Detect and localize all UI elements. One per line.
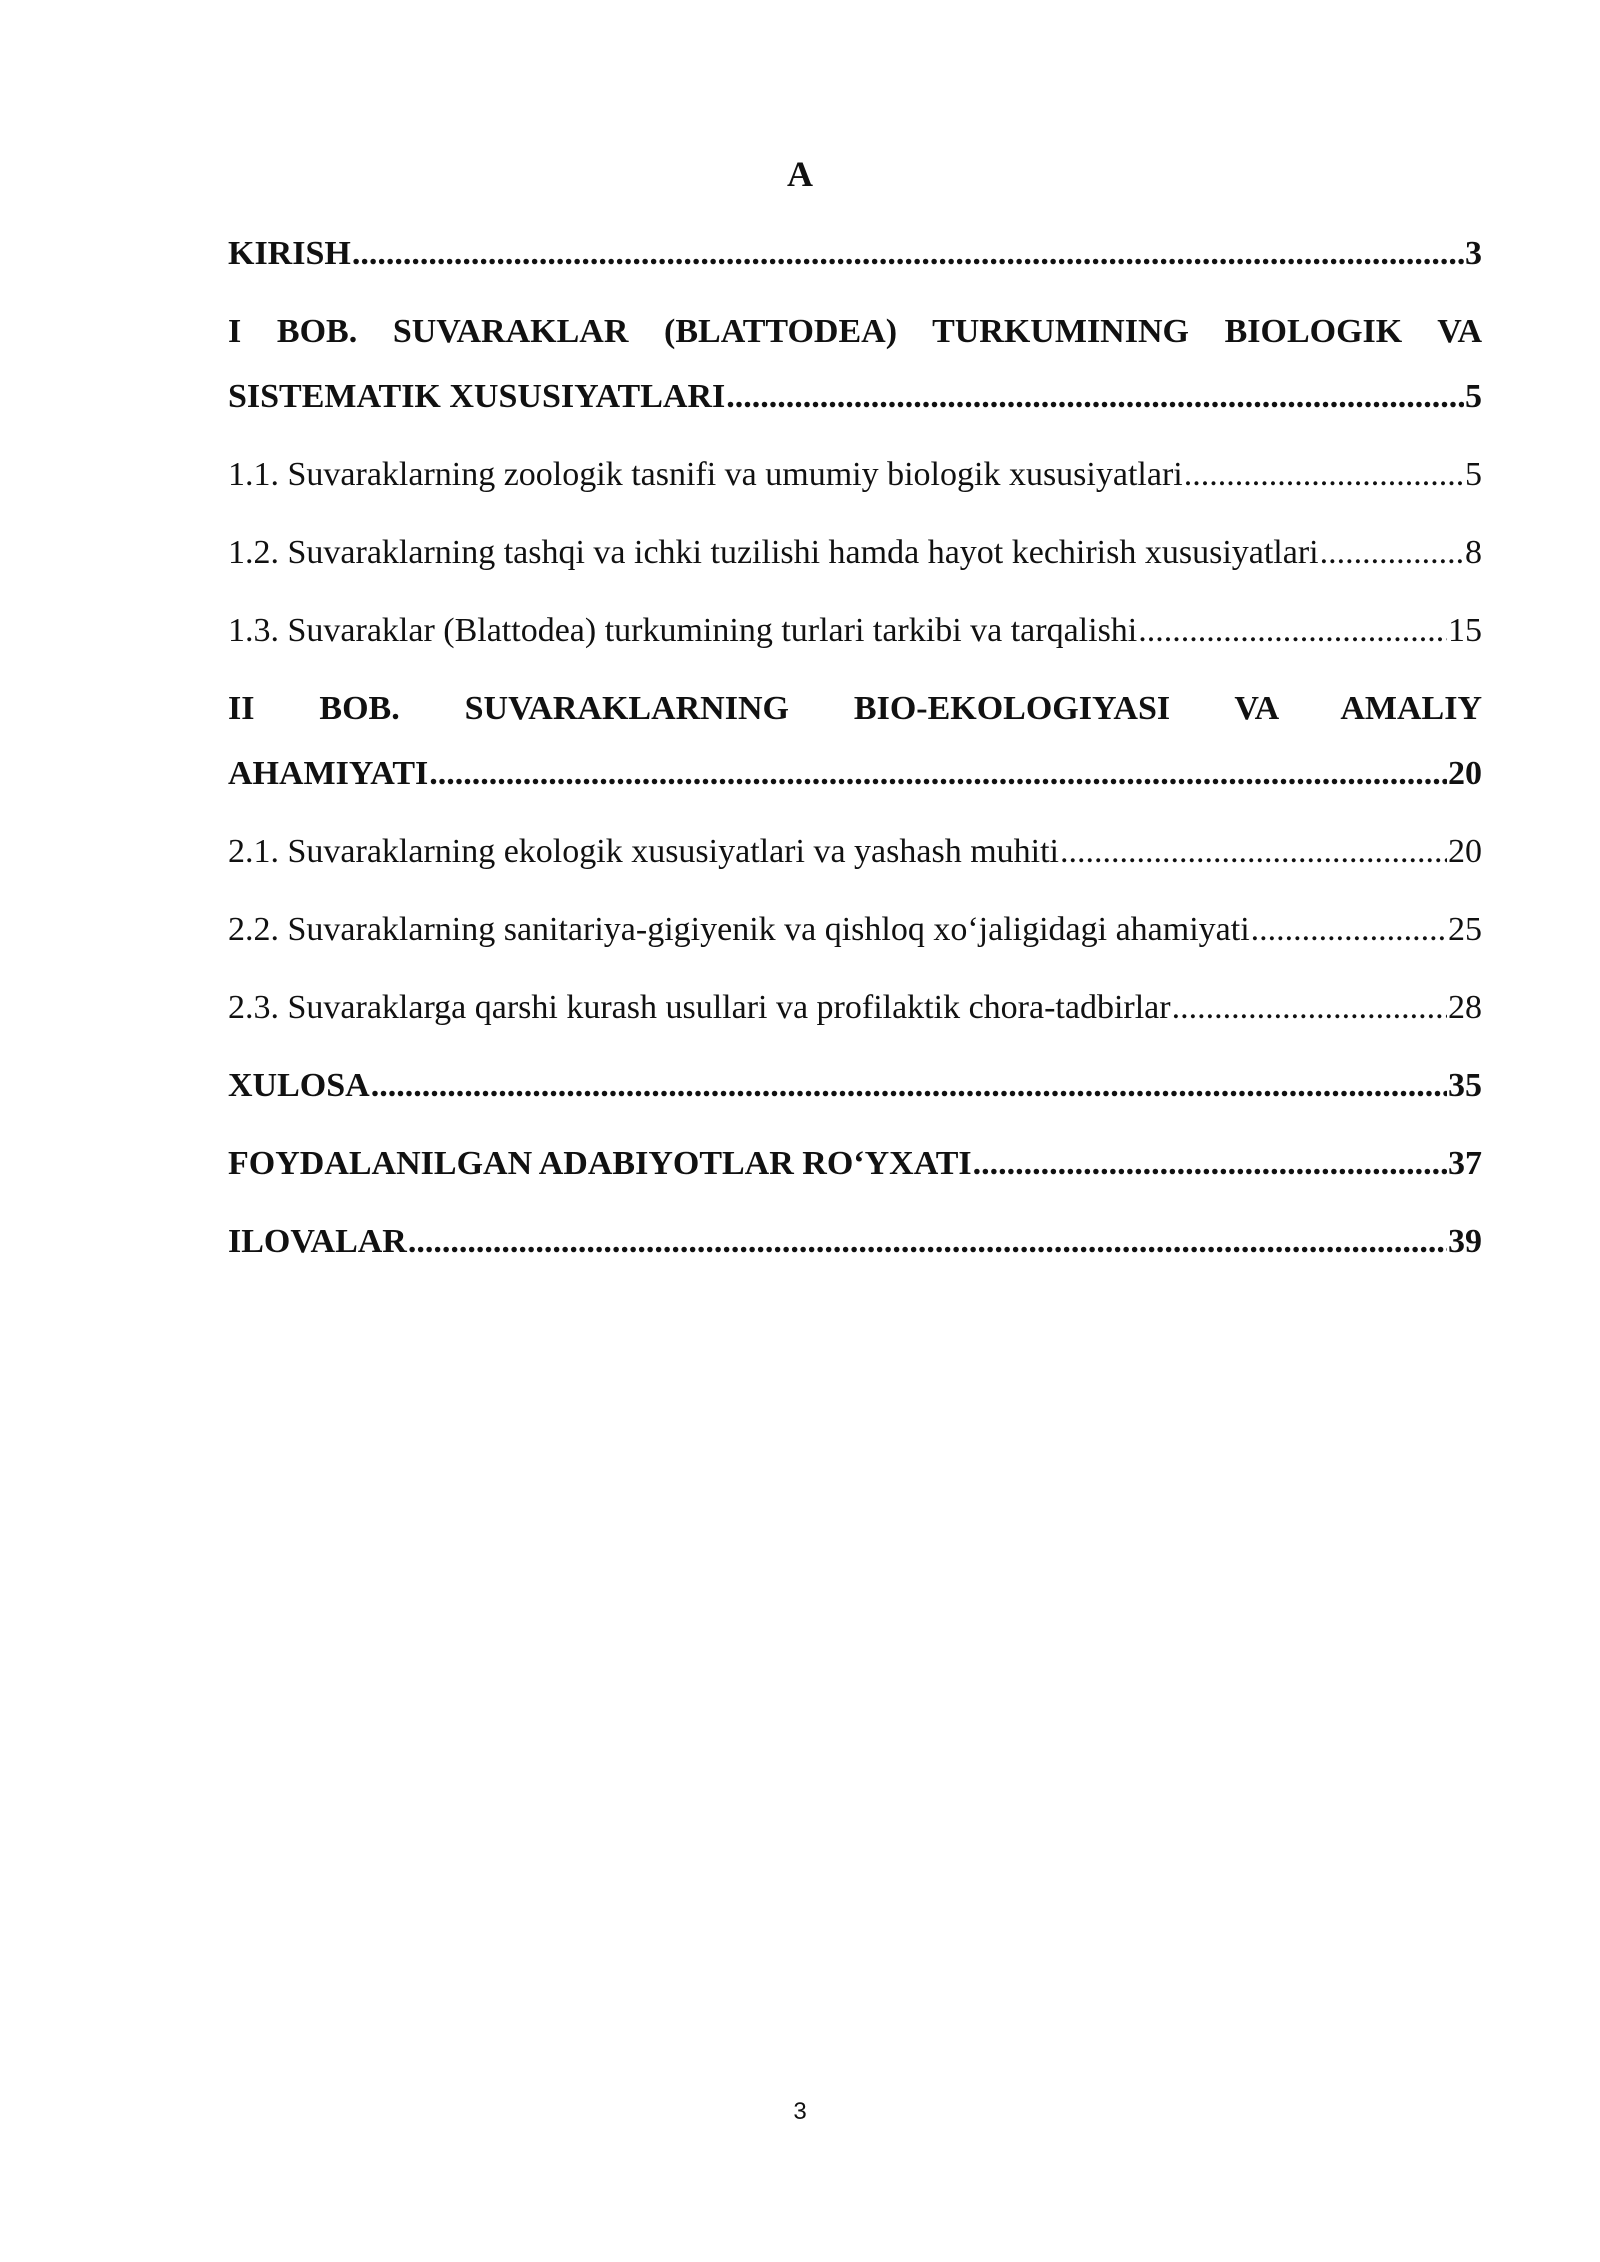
toc-entry-title: FOYDALANILGAN ADABIYOTLAR RO‘YXATI [228, 1145, 972, 1182]
toc-entry-title: ILOVALAR [228, 1223, 407, 1260]
toc-chapter-title-line: II BOB. SUVARAKLARNING BIO-EKOLOGIYASI VA AMALIY [228, 690, 1482, 727]
toc-dot-leader [1320, 527, 1464, 579]
toc-entry-title: XULOSA [228, 1067, 370, 1104]
toc-chapter-title-last-line [228, 748, 1482, 826]
toc-entry-title: 2.2. Suvaraklarning sanitariya-gigiyenik va qishloq xo‘jaligidagi ahamiyati [228, 911, 1250, 948]
toc-page-number: 39 [1448, 1223, 1482, 1260]
toc-page-number: 5 [1465, 456, 1482, 493]
toc-page-number: 8 [1465, 534, 1482, 571]
toc-entry-chapter-1 [228, 306, 1482, 449]
toc-dot-leader [1184, 449, 1464, 501]
toc-entry-section-1-1 [228, 449, 1482, 527]
toc-entry-title: AHAMIYATI [228, 755, 429, 792]
toc-dot-leader [726, 371, 1464, 423]
toc-entry-section-2-1 [228, 826, 1482, 904]
toc-page-number: 28 [1448, 989, 1482, 1026]
toc-entry-section-1-3 [228, 605, 1482, 683]
toc-entry-xulosa [228, 1060, 1482, 1138]
toc-entry-kirish [228, 228, 1482, 306]
toc-chapter-title-line: I BOB. SUVARAKLAR (BLATTODEA) TURKUMINING BIOLOGIK VA [228, 313, 1482, 350]
toc-page-number: 35 [1448, 1067, 1482, 1104]
toc-chapter-title-last-line [228, 371, 1482, 449]
toc-page-number: 15 [1448, 612, 1482, 649]
toc-entry-title: 1.2. Suvaraklarning tashqi va ichki tuzilishi hamda hayot kechirish xususiyatlari [228, 534, 1319, 571]
toc-entry-title: KIRISH [228, 235, 351, 272]
toc-entry-section-2-3 [228, 982, 1482, 1060]
toc-dot-leader [429, 748, 1447, 800]
toc-entry-section-1-2 [228, 527, 1482, 605]
toc-entry-title: 2.3. Suvaraklarga qarshi kurash usullari va profilaktik chora-tadbirlar [228, 989, 1171, 1026]
toc-dot-leader [408, 1216, 1447, 1268]
page-heading: A [787, 154, 813, 194]
toc-dot-leader [1251, 904, 1447, 956]
toc-entry-title: 1.3. Suvaraklar (Blattodea) turkumining turlari tarkibi va tarqalishi [228, 612, 1138, 649]
toc-dot-leader [973, 1138, 1447, 1190]
toc-entry-title: 1.1. Suvaraklarning zoologik tasnifi va umumiy biologik xususiyatlari [228, 456, 1183, 493]
toc-page-number: 5 [1465, 378, 1482, 415]
toc-entry-title: 2.1. Suvaraklarning ekologik xususiyatlari va yashash muhiti [228, 833, 1059, 870]
table-of-contents [228, 228, 1482, 1294]
toc-dot-leader [1172, 982, 1447, 1034]
toc-entry-chapter-2 [228, 683, 1482, 826]
toc-dot-leader [371, 1060, 1447, 1112]
page-number-footer: 3 [793, 2098, 807, 2125]
toc-entry-references [228, 1138, 1482, 1216]
toc-page-number: 20 [1448, 755, 1482, 792]
toc-page-number: 3 [1465, 235, 1482, 272]
toc-entry-appendices [228, 1216, 1482, 1294]
toc-dot-leader [1060, 826, 1447, 878]
toc-entry-section-2-2 [228, 904, 1482, 982]
toc-dot-leader [352, 228, 1464, 280]
toc-page-number: 25 [1448, 911, 1482, 948]
toc-page-number: 20 [1448, 833, 1482, 870]
toc-entry-title: SISTEMATIK XUSUSIYATLARI [228, 378, 726, 415]
toc-page-number: 37 [1448, 1145, 1482, 1182]
toc-dot-leader [1138, 605, 1447, 657]
